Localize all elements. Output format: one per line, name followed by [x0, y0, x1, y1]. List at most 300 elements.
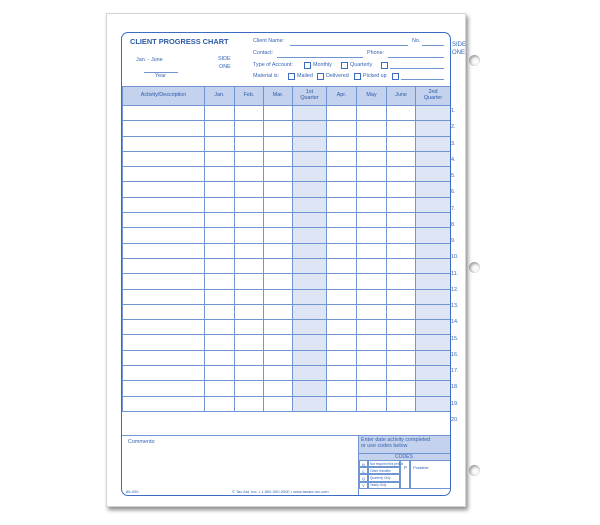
- entry-cell[interactable]: [416, 289, 451, 304]
- entry-cell[interactable]: [205, 213, 235, 228]
- entry-cell[interactable]: [387, 381, 416, 396]
- column-header: [293, 87, 327, 106]
- entry-cell[interactable]: [387, 167, 416, 182]
- activity-cell[interactable]: [123, 136, 205, 151]
- entry-cell[interactable]: [264, 366, 293, 381]
- entry-cell[interactable]: [205, 258, 235, 273]
- activity-cell[interactable]: [123, 335, 205, 350]
- entry-cell[interactable]: [264, 197, 293, 212]
- entry-cell[interactable]: [327, 167, 357, 182]
- entry-cell[interactable]: [387, 197, 416, 212]
- entry-cell[interactable]: [205, 106, 235, 121]
- code-text: Yearly Only: [370, 483, 387, 488]
- entry-cell[interactable]: [264, 136, 293, 151]
- phone-field[interactable]: [388, 57, 444, 58]
- entry-cell[interactable]: [235, 197, 264, 212]
- table-row: [123, 106, 451, 121]
- other-material-checkbox[interactable]: [392, 73, 399, 80]
- entry-cell[interactable]: [264, 182, 293, 197]
- entry-cell[interactable]: [235, 274, 264, 289]
- entry-cell[interactable]: [205, 289, 235, 304]
- column-header: [416, 87, 451, 106]
- column-header: [205, 87, 235, 106]
- row-number: 8.: [451, 221, 456, 228]
- code-text-cell: [368, 474, 400, 481]
- phone-label: Phone:: [367, 50, 385, 56]
- entry-cell[interactable]: [416, 335, 451, 350]
- column-header: [357, 87, 387, 106]
- table-row: [123, 121, 451, 136]
- activity-cell[interactable]: [123, 197, 205, 212]
- row-number: 6.: [451, 189, 456, 196]
- entry-cell[interactable]: [235, 151, 264, 166]
- entry-cell[interactable]: [205, 381, 235, 396]
- entry-cell[interactable]: [327, 121, 357, 136]
- form-title: CLIENT PROGRESS CHART: [130, 37, 229, 46]
- code-text: Quarterly Only: [370, 475, 391, 480]
- row-number: 9.: [451, 238, 456, 244]
- entry-cell[interactable]: [205, 320, 235, 335]
- column-header-text: Quarter: [300, 95, 319, 101]
- quarterly-checkbox[interactable]: [341, 62, 348, 69]
- entry-cell[interactable]: [235, 136, 264, 151]
- entry-cell[interactable]: [357, 274, 387, 289]
- picked-up-label: Picked up: [363, 73, 387, 79]
- table-row: [123, 289, 451, 304]
- row-number: 7.: [451, 205, 456, 212]
- entry-cell[interactable]: [235, 320, 264, 335]
- activity-cell[interactable]: [123, 182, 205, 197]
- activity-cell[interactable]: [123, 121, 205, 136]
- table-row: [123, 274, 451, 289]
- entry-cell[interactable]: [293, 197, 327, 212]
- entry-cell[interactable]: [205, 228, 235, 243]
- entry-cell[interactable]: [327, 213, 357, 228]
- entry-cell[interactable]: [387, 182, 416, 197]
- form-frame: [121, 32, 451, 496]
- entry-cell[interactable]: [327, 320, 357, 335]
- entry-cell[interactable]: [416, 350, 451, 365]
- table-row: [123, 213, 451, 228]
- entry-cell[interactable]: [264, 106, 293, 121]
- entry-cell[interactable]: [416, 197, 451, 212]
- entry-cell[interactable]: [264, 335, 293, 350]
- entry-cell[interactable]: [327, 151, 357, 166]
- entry-cell[interactable]: [327, 274, 357, 289]
- column-header: [264, 87, 293, 106]
- row-number: 18.: [451, 384, 459, 391]
- entry-cell[interactable]: [235, 304, 264, 319]
- code-text-cell: [368, 482, 400, 489]
- entry-cell[interactable]: [327, 197, 357, 212]
- code-p-text-cell: [410, 460, 451, 489]
- table-row: [123, 366, 451, 381]
- entry-cell[interactable]: [387, 228, 416, 243]
- side-label-line2: ONE: [452, 49, 466, 56]
- entry-cell[interactable]: [416, 366, 451, 381]
- codes-label: CODES: [395, 454, 413, 460]
- other-account-field[interactable]: [390, 68, 444, 69]
- entry-cell[interactable]: [205, 197, 235, 212]
- row-number: 3.: [451, 140, 456, 147]
- entry-cell[interactable]: [327, 304, 357, 319]
- row-number: 10.: [451, 254, 459, 261]
- entry-cell[interactable]: [357, 182, 387, 197]
- activity-cell[interactable]: [123, 243, 205, 258]
- entry-cell[interactable]: [416, 228, 451, 243]
- side-text: SIDE: [218, 56, 231, 62]
- code-p-cell: [400, 460, 410, 489]
- entry-cell[interactable]: [387, 106, 416, 121]
- column-header-text: 1st: [305, 89, 314, 96]
- entry-cell[interactable]: [357, 106, 387, 121]
- table-row: [123, 136, 451, 151]
- entry-cell[interactable]: [327, 366, 357, 381]
- other-account-checkbox[interactable]: [381, 62, 388, 69]
- column-header: [387, 87, 416, 106]
- period-text: Jan. - June: [136, 57, 163, 63]
- entry-cell[interactable]: [327, 396, 357, 411]
- entry-cell[interactable]: [327, 335, 357, 350]
- code-text-cell: [368, 467, 400, 474]
- code-letter-cell: [359, 460, 368, 467]
- grid-header-row: [123, 87, 451, 106]
- codes-box: [358, 435, 451, 496]
- entry-cell[interactable]: [205, 182, 235, 197]
- entry-cell[interactable]: [387, 136, 416, 151]
- entry-cell[interactable]: [293, 304, 327, 319]
- no-field[interactable]: [422, 45, 444, 46]
- form-number: 88-000: [126, 489, 139, 494]
- entry-cell[interactable]: [293, 182, 327, 197]
- entry-cell[interactable]: [387, 396, 416, 411]
- table-row: [123, 243, 451, 258]
- entry-cell[interactable]: [416, 182, 451, 197]
- entry-cell[interactable]: [327, 228, 357, 243]
- entry-cell[interactable]: [205, 304, 235, 319]
- entry-cell[interactable]: [416, 167, 451, 182]
- entry-cell[interactable]: [293, 151, 327, 166]
- activity-cell[interactable]: [123, 213, 205, 228]
- activity-cell[interactable]: [123, 304, 205, 319]
- side-label-line1: SIDE: [452, 42, 467, 48]
- entry-cell[interactable]: [264, 289, 293, 304]
- activity-cell[interactable]: [123, 396, 205, 411]
- entry-cell[interactable]: [205, 396, 235, 411]
- column-header-text: June: [395, 92, 407, 99]
- comments-box[interactable]: [122, 435, 358, 496]
- table-row: [123, 182, 451, 197]
- entry-cell[interactable]: [293, 213, 327, 228]
- entry-cell[interactable]: [264, 274, 293, 289]
- entry-cell[interactable]: [205, 167, 235, 182]
- entry-cell[interactable]: [205, 366, 235, 381]
- entry-cell[interactable]: [327, 243, 357, 258]
- row-number: 13.: [451, 303, 459, 309]
- entry-cell[interactable]: [293, 106, 327, 121]
- entry-cell[interactable]: [327, 182, 357, 197]
- row-number: 20.: [451, 416, 459, 423]
- code-letter: C: [362, 468, 365, 474]
- table-row: [123, 167, 451, 182]
- entry-cell[interactable]: [387, 335, 416, 350]
- entry-cell[interactable]: [264, 151, 293, 166]
- entry-cell[interactable]: [387, 151, 416, 166]
- side-one-text: ONE: [219, 64, 231, 70]
- column-header-text: Apr.: [336, 92, 347, 99]
- entry-cell[interactable]: [416, 258, 451, 273]
- table-row: [123, 304, 451, 319]
- entry-cell[interactable]: [264, 304, 293, 319]
- code-letter-cell: [359, 467, 368, 474]
- entry-cell[interactable]: [235, 335, 264, 350]
- entry-cell[interactable]: [235, 381, 264, 396]
- entry-cell[interactable]: [293, 396, 327, 411]
- entry-cell[interactable]: [387, 243, 416, 258]
- row-number: 14.: [451, 319, 459, 326]
- entry-cell[interactable]: [264, 243, 293, 258]
- entry-cell[interactable]: [293, 228, 327, 243]
- activity-cell[interactable]: [123, 106, 205, 121]
- entry-cell[interactable]: [264, 320, 293, 335]
- entry-cell[interactable]: [235, 228, 264, 243]
- entry-cell[interactable]: [357, 304, 387, 319]
- code-letter-cell: [359, 474, 368, 481]
- row-number: 15.: [451, 335, 459, 342]
- entry-cell[interactable]: [235, 121, 264, 136]
- entry-cell[interactable]: [235, 350, 264, 365]
- entry-cell[interactable]: [357, 258, 387, 273]
- table-row: [123, 258, 451, 273]
- activity-cell[interactable]: [123, 274, 205, 289]
- entry-cell[interactable]: [387, 304, 416, 319]
- row-number: 17.: [451, 368, 459, 374]
- entry-cell[interactable]: [357, 197, 387, 212]
- entry-cell[interactable]: [357, 151, 387, 166]
- entry-cell[interactable]: [264, 121, 293, 136]
- table-row: [123, 320, 451, 335]
- entry-cell[interactable]: [387, 258, 416, 273]
- delivered-checkbox[interactable]: [317, 73, 324, 80]
- table-row: [123, 396, 451, 411]
- entry-cell[interactable]: [416, 151, 451, 166]
- entry-cell[interactable]: [205, 243, 235, 258]
- entry-cell[interactable]: [357, 243, 387, 258]
- entry-cell[interactable]: [293, 274, 327, 289]
- entry-cell[interactable]: [416, 213, 451, 228]
- table-row: [123, 381, 451, 396]
- activity-cell[interactable]: [123, 350, 205, 365]
- column-header-text: Activity/Description: [140, 92, 187, 99]
- activity-cell[interactable]: [123, 366, 205, 381]
- entry-cell[interactable]: [357, 228, 387, 243]
- entry-cell[interactable]: [293, 366, 327, 381]
- entry-cell[interactable]: [293, 121, 327, 136]
- entry-cell[interactable]: [357, 320, 387, 335]
- activity-cell[interactable]: [123, 320, 205, 335]
- entry-cell[interactable]: [387, 320, 416, 335]
- entry-cell[interactable]: [205, 350, 235, 365]
- entry-cell[interactable]: [205, 121, 235, 136]
- entry-cell[interactable]: [293, 167, 327, 182]
- column-header-text: 2nd: [428, 89, 438, 96]
- monthly-label: Monthly: [313, 62, 332, 68]
- entry-cell[interactable]: [235, 243, 264, 258]
- entry-cell[interactable]: [264, 381, 293, 396]
- column-header: [123, 87, 205, 106]
- year-label: Year: [155, 73, 166, 79]
- entry-cell[interactable]: [327, 350, 357, 365]
- code-letter-cell: [359, 482, 368, 489]
- client-name-field[interactable]: [290, 45, 408, 46]
- comments-label: Comments:: [128, 439, 156, 445]
- material-label: Material is:: [253, 73, 280, 79]
- entry-cell[interactable]: [264, 396, 293, 411]
- row-number: 1.: [451, 108, 456, 114]
- entry-cell[interactable]: [357, 121, 387, 136]
- table-row: [123, 151, 451, 166]
- entry-cell[interactable]: [264, 167, 293, 182]
- entry-cell[interactable]: [416, 381, 451, 396]
- activity-cell[interactable]: [123, 289, 205, 304]
- row-number: 12.: [451, 286, 459, 293]
- entry-cell[interactable]: [357, 396, 387, 411]
- punch-hole-top: [469, 55, 480, 66]
- side-label: [452, 42, 466, 57]
- entry-cell[interactable]: [205, 136, 235, 151]
- publisher-line: © Tax Aid, Inc. • 1-800-000-0000 • www.taxaid-inc.com: [232, 489, 329, 494]
- entry-cell[interactable]: [293, 381, 327, 396]
- entry-cell[interactable]: [357, 381, 387, 396]
- code-text: Not required this period: [370, 461, 404, 466]
- entry-cell[interactable]: [264, 228, 293, 243]
- entry-cell[interactable]: [416, 274, 451, 289]
- entry-cell[interactable]: [235, 396, 264, 411]
- table-row: [123, 335, 451, 350]
- entry-cell[interactable]: [387, 350, 416, 365]
- entry-cell[interactable]: [293, 289, 327, 304]
- entry-cell[interactable]: [387, 213, 416, 228]
- entry-cell[interactable]: [387, 289, 416, 304]
- entry-cell[interactable]: [357, 289, 387, 304]
- code-p-text: Postable: [413, 465, 429, 470]
- mailed-checkbox[interactable]: [288, 73, 295, 80]
- entry-cell[interactable]: [235, 213, 264, 228]
- instructions-line1: Enter date activity completed: [361, 437, 431, 443]
- code-p-letter: P: [404, 465, 408, 470]
- entry-cell[interactable]: [387, 121, 416, 136]
- entry-cell[interactable]: [416, 121, 451, 136]
- entry-cell[interactable]: [416, 243, 451, 258]
- entry-cell[interactable]: [293, 350, 327, 365]
- instructions-line2: or use codes below: [361, 443, 408, 449]
- row-number: 16.: [451, 351, 459, 358]
- table-row: [123, 197, 451, 212]
- grid-body: [123, 106, 451, 412]
- entry-cell[interactable]: [416, 136, 451, 151]
- entry-cell[interactable]: [293, 243, 327, 258]
- entry-cell[interactable]: [327, 381, 357, 396]
- entry-cell[interactable]: [235, 289, 264, 304]
- activity-cell[interactable]: [123, 381, 205, 396]
- entry-cell[interactable]: [293, 258, 327, 273]
- punch-hole-middle: [469, 262, 480, 273]
- contact-label: Contact:: [253, 50, 274, 56]
- entry-cell[interactable]: [293, 320, 327, 335]
- entry-cell[interactable]: [235, 366, 264, 381]
- client-name-label: Client Name:: [253, 38, 285, 44]
- entry-cell[interactable]: [357, 350, 387, 365]
- entry-cell[interactable]: [416, 320, 451, 335]
- entry-cell[interactable]: [357, 167, 387, 182]
- entry-cell[interactable]: [264, 213, 293, 228]
- codes-instructions: [359, 436, 451, 453]
- activity-cell[interactable]: [123, 258, 205, 273]
- monthly-checkbox[interactable]: [304, 62, 311, 69]
- entry-cell[interactable]: [416, 396, 451, 411]
- column-header-text: Quarter: [423, 95, 443, 101]
- delivered-label: Delivered: [326, 73, 349, 79]
- row-number: 19.: [451, 400, 459, 407]
- row-number: 5.: [451, 173, 456, 179]
- column-header-text: Jan.: [214, 92, 225, 99]
- entry-cell[interactable]: [205, 335, 235, 350]
- progress-grid: [122, 86, 451, 412]
- row-number: 11.: [451, 270, 459, 277]
- punch-hole-bottom: [469, 465, 480, 476]
- other-material-field[interactable]: [401, 79, 444, 80]
- entry-cell[interactable]: [357, 366, 387, 381]
- entry-cell[interactable]: [327, 136, 357, 151]
- entry-cell[interactable]: [416, 106, 451, 121]
- account-type-label: Type of Account:: [253, 62, 293, 68]
- activity-cell[interactable]: [123, 151, 205, 166]
- entry-cell[interactable]: [235, 106, 264, 121]
- row-number: 2.: [451, 124, 456, 131]
- entry-cell[interactable]: [293, 136, 327, 151]
- entry-cell[interactable]: [327, 106, 357, 121]
- entry-cell[interactable]: [235, 258, 264, 273]
- entry-cell[interactable]: [357, 136, 387, 151]
- contact-field[interactable]: [277, 57, 363, 58]
- entry-cell[interactable]: [357, 335, 387, 350]
- entry-cell[interactable]: [205, 274, 235, 289]
- column-header-text: May: [366, 92, 377, 99]
- entry-cell[interactable]: [235, 182, 264, 197]
- activity-cell[interactable]: [123, 167, 205, 182]
- entry-cell[interactable]: [235, 167, 264, 182]
- entry-cell[interactable]: [205, 151, 235, 166]
- code-letter: N: [362, 461, 365, 467]
- entry-cell[interactable]: [327, 289, 357, 304]
- no-label: No.: [412, 38, 421, 44]
- table-row: [123, 350, 451, 365]
- entry-cell[interactable]: [264, 350, 293, 365]
- mailed-label: Mailed: [297, 73, 313, 79]
- entry-cell[interactable]: [416, 304, 451, 319]
- entry-cell[interactable]: [264, 258, 293, 273]
- entry-cell[interactable]: [357, 213, 387, 228]
- entry-cell[interactable]: [387, 274, 416, 289]
- entry-cell[interactable]: [293, 335, 327, 350]
- column-header-text: Mar.: [272, 92, 284, 99]
- quarterly-label: Quarterly: [350, 62, 373, 68]
- entry-cell[interactable]: [327, 258, 357, 273]
- activity-cell[interactable]: [123, 228, 205, 243]
- column-header-text: Feb.: [243, 92, 255, 99]
- picked-up-checkbox[interactable]: [354, 73, 361, 80]
- entry-cell[interactable]: [387, 366, 416, 381]
